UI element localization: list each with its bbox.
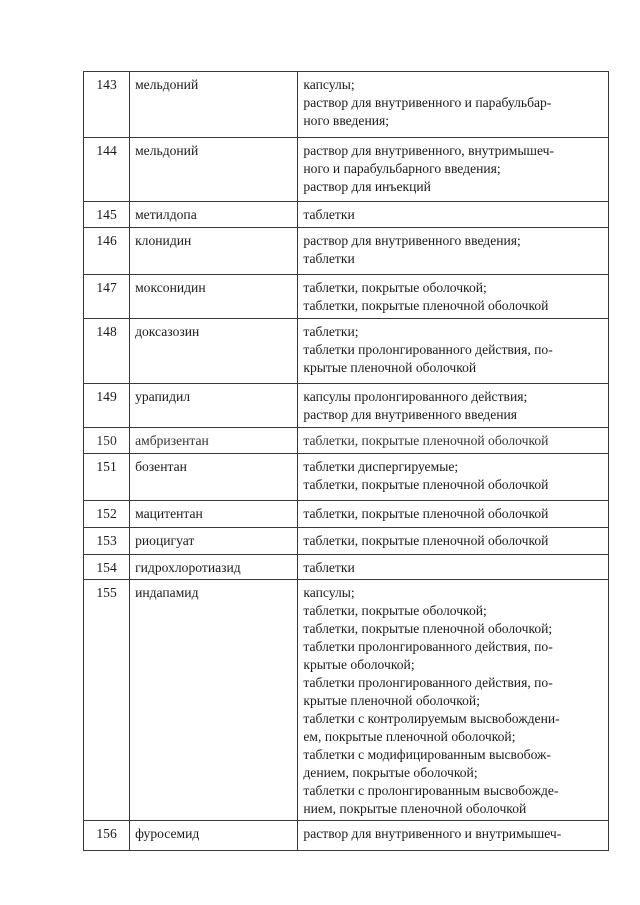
dosage-form-line: таблетки с модифицированным высвобож- — [303, 747, 551, 762]
drug-table-body — [84, 72, 609, 851]
dosage-form-line: раствор для внутривенного введения — [303, 407, 518, 422]
dosage-forms — [298, 821, 609, 851]
dosage-form-line: таблетки диспергируемые; — [303, 459, 459, 474]
row-number: 145 — [84, 202, 130, 228]
dosage-form-line: таблетки, покрытые оболочкой; — [303, 280, 487, 295]
row-number: 154 — [84, 555, 130, 580]
row-number: 150 — [84, 428, 130, 454]
drug-name: бозентан — [130, 454, 298, 501]
table-row — [84, 501, 609, 528]
dosage-form-line: таблетки, покрытые пленочной оболочкой — [303, 433, 549, 448]
table-row — [84, 454, 609, 501]
drug-name: метилдопа — [130, 202, 298, 228]
row-number: 151 — [84, 454, 130, 501]
dosage-form-line: крытые пленочной оболочкой; — [303, 693, 480, 708]
row-number: 148 — [84, 319, 130, 384]
dosage-form-line: крытые оболочкой; — [303, 657, 415, 672]
row-number: 155 — [84, 580, 130, 821]
dosage-form-line: таблетки, покрытые пленочной оболочкой — [303, 477, 549, 492]
table-row — [84, 319, 609, 384]
dosage-form-line: таблетки, покрытые оболочкой; — [303, 603, 487, 618]
dosage-forms — [298, 555, 609, 580]
drug-name: урапидил — [130, 384, 298, 428]
dosage-forms — [298, 72, 609, 138]
table-row — [84, 228, 609, 275]
dosage-form-line: таблетки — [303, 560, 355, 575]
drug-name: индапамид — [130, 580, 298, 821]
dosage-form-line: раствор для внутривенного введения; — [303, 233, 521, 248]
table-row — [84, 821, 609, 851]
dosage-forms — [298, 202, 609, 228]
row-number: 146 — [84, 228, 130, 275]
dosage-forms — [298, 228, 609, 275]
dosage-form-line: таблетки пролонгированного действия, по- — [303, 675, 553, 690]
dosage-forms — [298, 138, 609, 202]
row-number: 147 — [84, 275, 130, 319]
dosage-forms — [298, 528, 609, 555]
dosage-form-line: таблетки, покрытые пленочной оболочкой — [303, 506, 549, 521]
drug-table — [83, 71, 609, 851]
row-number: 143 — [84, 72, 130, 138]
dosage-form-line: ем, покрытые пленочной оболочкой; — [303, 729, 516, 744]
table-row — [84, 580, 609, 821]
dosage-form-line: таблетки — [303, 251, 355, 266]
dosage-form-line: раствор для инъекций — [303, 179, 431, 194]
drug-name: риоцигуат — [130, 528, 298, 555]
dosage-forms — [298, 501, 609, 528]
dosage-form-line: крытые пленочной оболочкой — [303, 360, 477, 375]
dosage-form-line: таблетки, покрытые пленочной оболочкой; — [303, 621, 553, 636]
dosage-form-line: таблетки, покрытые пленочной оболочкой — [303, 298, 549, 313]
table-row — [84, 428, 609, 454]
table-row — [84, 72, 609, 138]
drug-name: амбризентан — [130, 428, 298, 454]
dosage-form-line: капсулы пролонгированного действия; — [303, 389, 528, 404]
dosage-form-line: раствор для внутривенного, внутримышеч- — [303, 143, 555, 158]
dosage-forms — [298, 319, 609, 384]
drug-name: клонидин — [130, 228, 298, 275]
row-number: 152 — [84, 501, 130, 528]
drug-name: фуросемид — [130, 821, 298, 851]
drug-name: гидрохлоротиазид — [130, 555, 298, 580]
table-row — [84, 202, 609, 228]
dosage-form-line: таблетки пролонгированного действия, по- — [303, 639, 553, 654]
dosage-form-line: капсулы; — [303, 585, 355, 600]
dosage-form-line: таблетки с пролонгированным высвобожде- — [303, 783, 559, 798]
dosage-form-line: таблетки; — [303, 324, 359, 339]
dosage-form-line: таблетки, покрытые пленочной оболочкой — [303, 533, 549, 548]
drug-name: мельдоний — [130, 138, 298, 202]
dosage-form-line: нием, покрытые пленочной оболочкой — [303, 801, 527, 816]
dosage-form-line: таблетки с контролируемым высвобождени- — [303, 711, 560, 726]
table-row — [84, 384, 609, 428]
drug-name: доксазозин — [130, 319, 298, 384]
dosage-form-line: ного и парабульбарного введения; — [303, 161, 501, 176]
dosage-form-line: раствор для внутривенного и парабульбар- — [303, 95, 552, 110]
dosage-forms — [298, 580, 609, 821]
table-row — [84, 528, 609, 555]
dosage-forms — [298, 384, 609, 428]
dosage-form-line: дением, покрытые оболочкой; — [303, 765, 478, 780]
dosage-form-line: ного введения; — [303, 113, 390, 128]
row-number: 156 — [84, 821, 130, 851]
row-number: 149 — [84, 384, 130, 428]
dosage-forms — [298, 428, 609, 454]
row-number: 144 — [84, 138, 130, 202]
table-row — [84, 138, 609, 202]
dosage-form-line: таблетки пролонгированного действия, по- — [303, 342, 553, 357]
drug-name: мельдоний — [130, 72, 298, 138]
table-row — [84, 555, 609, 580]
dosage-forms — [298, 275, 609, 319]
dosage-form-line: таблетки — [303, 207, 355, 222]
row-number: 153 — [84, 528, 130, 555]
table-row — [84, 275, 609, 319]
dosage-form-line: капсулы; — [303, 77, 355, 92]
dosage-forms — [298, 454, 609, 501]
drug-name: моксонидин — [130, 275, 298, 319]
dosage-form-line: раствор для внутривенного и внутримышеч- — [303, 826, 562, 841]
drug-name: мацитентан — [130, 501, 298, 528]
